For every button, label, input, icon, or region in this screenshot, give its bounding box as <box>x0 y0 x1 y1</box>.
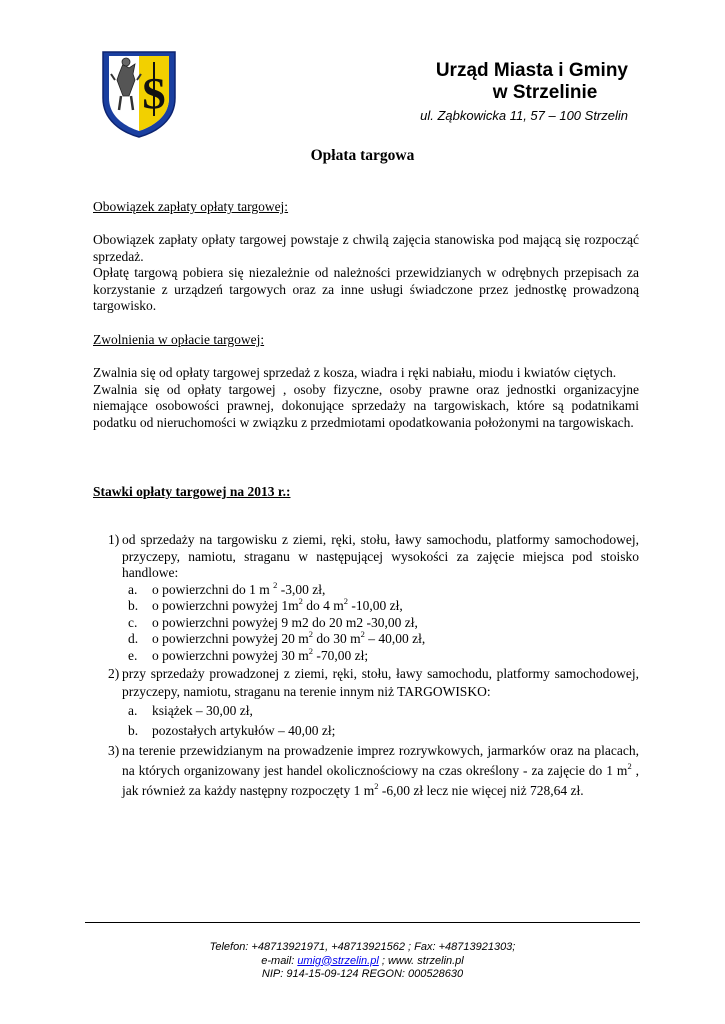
list-item <box>93 532 639 582</box>
sub-item: a. książek – 30,00 zł, <box>128 703 253 718</box>
list-item: 3) na terenie przewidzianym na prowadzenie imprez rozrywkowych, jarmarków oraz na placach, na których organizowany jest handel okolicznościowy na czas określony - za zajęcie do 1 $m^2$ , jak również za każdy następny rozpoczęty 1 $m^2$ -6,00 zł lecz nie więcej niż 728,64 zł. <box>108 743 639 798</box>
section-obligation <box>93 199 639 216</box>
sub-item: e. o powierzchni powyżej 30 $m^2$ -70,00 zł; <box>128 645 369 663</box>
paragraph: Obowiązek zapłaty opłaty targowej powstaje z chwilą zajęcia stanowiska pod mającą się rozpocząć sprzedaż. <box>93 232 639 264</box>
organisation-header <box>420 60 628 124</box>
item-text: przy sprzedaży prowadzonej z ziemi, ręki, stołu, ławy samochodu, platformy samochodowej, przyczepy, namiotu, straganu na terenie innym niż TARGOWISKO: <box>122 666 639 699</box>
sub-item: a. o powierzchni do 1 m $^2$ -3,00 zł, <box>128 579 326 597</box>
org-location: w Strzelinie <box>492 82 598 103</box>
org-name: Urząd Miasta i Gminy <box>435 60 628 81</box>
footer-phones: Telefon: +48713921971, +48713921562 ; Fax: +48713921303; <box>209 941 516 953</box>
section-heading: Obowiązek zapłaty opłaty targowej: <box>93 199 289 214</box>
section-heading: Zwolnienia w opłacie targowej: <box>93 332 265 347</box>
paragraph: Zwalnia się od opłaty targowej sprzedaż z kosza, wiadra i ręki nabiału, miodu i kwiatów ciętych. <box>93 365 617 380</box>
item-number: 1) <box>108 532 120 547</box>
email-link[interactable]: umig@strzelin.pl <box>297 954 379 967</box>
sub-item: c. o powierzchni powyżej 9 m2 do 20 m2 -30,00 zł, <box>128 614 418 630</box>
list-item <box>93 665 639 701</box>
paragraph: Zwalnia się od opłaty targowej , osoby fizyczne, osoby prawne oraz jednostki organizacyjne niemające osobowości prawnej, dokonujące sprzedaży na targowiskach, które są podatnikami podatku od nieruchomości w związku z przedmiotami opodatkowania położonymi na targowiskach. <box>93 381 639 430</box>
section-obligation-body <box>93 232 639 315</box>
document-title: Opłata targowa <box>310 147 415 164</box>
footer <box>0 941 725 982</box>
footer-divider <box>85 922 640 923</box>
org-address: ul. Ząbkowicka 11, 57 – 100 Strzelin <box>420 108 628 123</box>
section-rates <box>93 484 639 501</box>
item-number: 2) <box>108 666 120 681</box>
section-heading: Stawki opłaty targowej na 2013 r.: <box>93 484 291 499</box>
footer-ids: NIP: 914-15-09-124 REGON: 000528630 <box>261 968 464 980</box>
paragraph: Opłatę targową pobiera się niezależnie od należności przewidzianych w odrębnych przepisach za korzystanie z urządzeń targowych oraz za inne usługi świadczone przez jednostkę prowadzoną targowisko. <box>93 265 639 313</box>
svg-text:S: S <box>141 69 167 118</box>
rates-list <box>93 532 639 801</box>
sub-item: b. o powierzchni powyżej $1m^2$ do 4 $m^2$ -10,00 zł, <box>128 596 403 613</box>
footer-contact: e-mail: umig@strzelin.pl ; www. strzelin.pl <box>261 954 464 967</box>
item-text: od sprzedaży na targowisku z ziemi, ręki, stołu, ławy samochodu, platformy samochodowej, przyczepy, namiotu, straganu w następującej wysokości za zajęcie miejsca pod stoisko handlowe: <box>122 532 639 580</box>
section-exemptions-body <box>93 365 639 431</box>
coat-of-arms-icon <box>101 50 177 138</box>
section-exemptions <box>93 332 639 349</box>
item-number: 3) <box>108 743 120 758</box>
sub-item: b. pozostałych artykułów – 40,00 zł; <box>128 723 336 738</box>
sub-item: d. o powierzchni powyżej 20 $m^2$ do 30 $m^2 - 40,00$ zł, <box>128 629 426 646</box>
